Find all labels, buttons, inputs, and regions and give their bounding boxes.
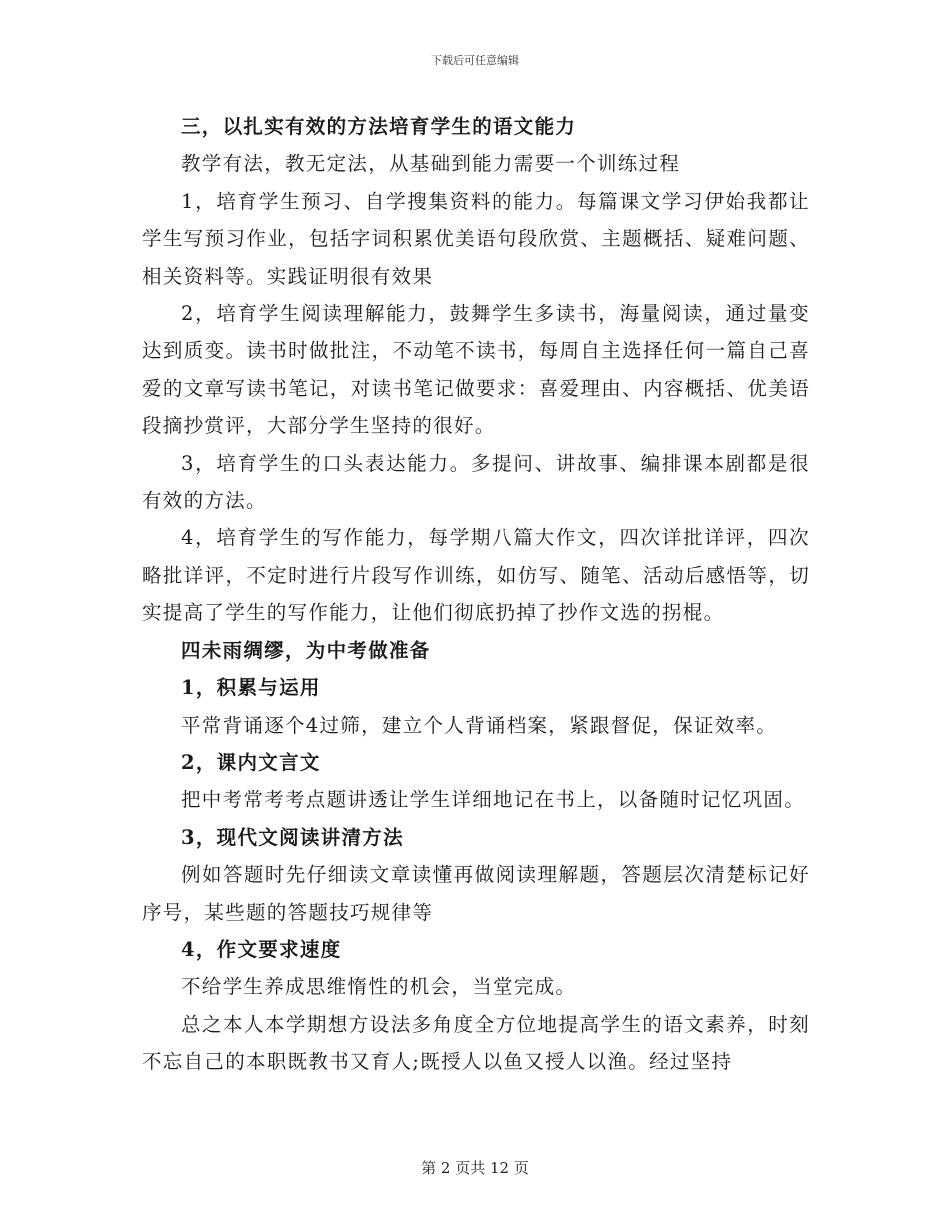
- section-heading: 三，以扎实有效的方法培育学生的语文能力: [181, 115, 577, 138]
- paragraph: 例如答题时先仔细读文章读懂再做阅读理解题，答题层次清楚标记好序号，某些题的答题技巧规律等: [142, 863, 810, 924]
- paragraph: 总之本人本学期想方设法多角度全方位地提高学生的语文素养，时刻不忘自己的本职既教书又育人;既授人以鱼又授人以渔。经过坚持: [142, 1012, 810, 1074]
- subsection-heading: 3，现代文阅读讲清方法: [181, 825, 404, 849]
- page-header: 下载后可任意编辑: [431, 54, 519, 67]
- paragraph: 把中考常考考点题讲透让学生详细地记在书上，以备随时记忆巩固。: [181, 788, 806, 812]
- subsection-heading: 1，积累与运用: [181, 676, 321, 700]
- section-heading: 四未雨绸缪，为中考做准备: [181, 638, 431, 662]
- subsection-heading: 2，课内文言文: [181, 750, 321, 774]
- subsection-heading: 4，作文要求速度: [181, 937, 342, 961]
- paragraph: 1，培育学生预习、自学搜集资料的能力。每篇课文学习伊始我都让学生写预习作业，包括字词积累优美语句段欣赏、主题概括、疑难问题、相关资料等。实践证明很有效果: [142, 189, 810, 288]
- paragraph: 4，培育学生的写作能力，每学期八篇大作文，四次详批详评，四次略批详评，不定时进行片段写作训练，如仿写、随笔、活动后感悟等，切实提高了学生的写作能力，让他们彻底扔掉了抄作文选的拐棍。: [142, 526, 810, 625]
- document-body: [142, 108, 810, 1081]
- paragraph: 不给学生养成思维惰性的机会，当堂完成。: [181, 975, 577, 999]
- paragraph: 平常背诵逐个4过筛，建立个人背诵档案，紧跟督促，保证效率。: [181, 713, 778, 737]
- page-footer: 第 2 页共 12 页: [421, 1159, 529, 1177]
- paragraph: 教学有法，教无定法，从基础到能力需要一个训练过程: [181, 152, 681, 176]
- paragraph: 2，培育学生阅读理解能力，鼓舞学生多读书，海量阅读，通过量变达到质变。读书时做批注，不动笔不读书，每周自主选择任何一篇自己喜爱的文章写读书笔记，对读书笔记做要求：喜爱理由、内容概括、优美语段摘抄赏评，大部分学生坚持的很好。: [142, 302, 810, 438]
- paragraph: 3，培育学生的口头表达能力。多提问、讲故事、编排课本剧都是很有效的方法。: [142, 451, 810, 513]
